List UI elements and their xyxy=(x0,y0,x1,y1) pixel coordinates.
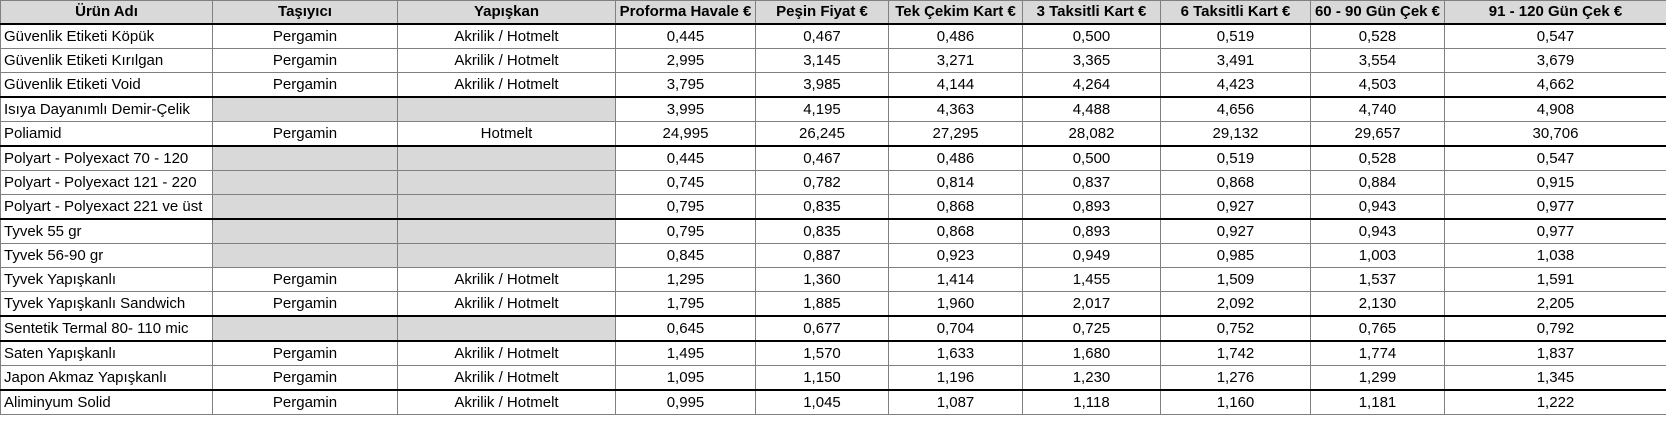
price-cell[interactable]: 1,537 xyxy=(1311,268,1445,292)
price-cell[interactable]: 1,495 xyxy=(616,341,756,366)
price-cell[interactable]: 0,486 xyxy=(889,24,1023,49)
price-cell[interactable]: 26,245 xyxy=(756,122,889,147)
carrier-cell[interactable] xyxy=(213,316,398,341)
adhesive-cell[interactable] xyxy=(398,146,616,171)
price-cell[interactable]: 3,145 xyxy=(756,49,889,73)
carrier-cell[interactable]: Pergamin xyxy=(213,366,398,391)
price-cell[interactable]: 4,503 xyxy=(1311,73,1445,98)
adhesive-cell[interactable] xyxy=(398,195,616,220)
header-cash-price[interactable]: Peşin Fiyat € xyxy=(756,1,889,25)
header-6-installment-card[interactable]: 6 Taksitli Kart € xyxy=(1161,1,1311,25)
price-cell[interactable]: 4,423 xyxy=(1161,73,1311,98)
adhesive-cell[interactable]: Akrilik / Hotmelt xyxy=(398,73,616,98)
price-cell[interactable]: 1,222 xyxy=(1445,390,1666,415)
price-cell[interactable]: 1,960 xyxy=(889,292,1023,317)
carrier-cell[interactable]: Pergamin xyxy=(213,341,398,366)
adhesive-cell[interactable]: Akrilik / Hotmelt xyxy=(398,24,616,49)
carrier-cell[interactable]: Pergamin xyxy=(213,122,398,147)
price-cell[interactable]: 2,130 xyxy=(1311,292,1445,317)
header-product-name[interactable]: Ürün Adı xyxy=(1,1,213,25)
carrier-cell[interactable] xyxy=(213,146,398,171)
table-row xyxy=(1,73,1666,98)
product-name-cell[interactable]: Tyvek 55 gr xyxy=(1,219,213,244)
price-cell[interactable]: 4,195 xyxy=(756,97,889,122)
price-cell[interactable]: 1,455 xyxy=(1023,268,1161,292)
product-name-cell[interactable]: Isıya Dayanımlı Demir-Çelik xyxy=(1,97,213,122)
table-row xyxy=(1,316,1666,341)
price-cell[interactable]: 4,363 xyxy=(889,97,1023,122)
price-cell[interactable]: 1,360 xyxy=(756,268,889,292)
price-cell[interactable]: 2,205 xyxy=(1445,292,1666,317)
price-cell[interactable]: 0,467 xyxy=(756,146,889,171)
price-cell[interactable]: 0,868 xyxy=(889,219,1023,244)
price-cell[interactable]: 3,795 xyxy=(616,73,756,98)
table-row xyxy=(1,390,1666,415)
price-cell[interactable]: 27,295 xyxy=(889,122,1023,147)
header-single-card[interactable]: Tek Çekim Kart € xyxy=(889,1,1023,25)
adhesive-cell[interactable] xyxy=(398,97,616,122)
price-cell[interactable]: 4,662 xyxy=(1445,73,1666,98)
price-cell[interactable]: 1,837 xyxy=(1445,341,1666,366)
price-cell[interactable]: 1,150 xyxy=(756,366,889,391)
adhesive-cell[interactable]: Akrilik / Hotmelt xyxy=(398,268,616,292)
table-row xyxy=(1,97,1666,122)
carrier-cell[interactable]: Pergamin xyxy=(213,73,398,98)
price-rows xyxy=(1,24,1666,415)
price-cell[interactable]: 0,893 xyxy=(1023,195,1161,220)
price-cell[interactable]: 1,295 xyxy=(616,268,756,292)
price-cell[interactable]: 1,087 xyxy=(889,390,1023,415)
price-cell[interactable]: 1,003 xyxy=(1311,244,1445,268)
price-cell[interactable]: 0,977 xyxy=(1445,219,1666,244)
carrier-cell[interactable] xyxy=(213,97,398,122)
price-cell[interactable]: 1,795 xyxy=(616,292,756,317)
price-cell[interactable]: 4,656 xyxy=(1161,97,1311,122)
price-cell[interactable]: 1,742 xyxy=(1161,341,1311,366)
product-name-cell[interactable]: Güvenlik Etiketi Köpük xyxy=(1,24,213,49)
price-cell[interactable]: 0,893 xyxy=(1023,219,1161,244)
carrier-cell[interactable]: Pergamin xyxy=(213,268,398,292)
carrier-cell[interactable] xyxy=(213,219,398,244)
adhesive-cell[interactable] xyxy=(398,244,616,268)
price-cell[interactable]: 0,500 xyxy=(1023,146,1161,171)
price-cell[interactable]: 4,264 xyxy=(1023,73,1161,98)
price-cell[interactable]: 0,943 xyxy=(1311,219,1445,244)
price-cell[interactable]: 1,680 xyxy=(1023,341,1161,366)
table-row xyxy=(1,366,1666,391)
price-cell[interactable]: 1,276 xyxy=(1161,366,1311,391)
price-cell[interactable]: 1,118 xyxy=(1023,390,1161,415)
product-name-cell[interactable]: Saten Yapışkanlı xyxy=(1,341,213,366)
header-carrier[interactable]: Taşıyıcı xyxy=(213,1,398,25)
price-cell[interactable]: 1,299 xyxy=(1311,366,1445,391)
price-cell[interactable]: 0,547 xyxy=(1445,24,1666,49)
carrier-cell[interactable] xyxy=(213,195,398,220)
price-cell[interactable]: 29,132 xyxy=(1161,122,1311,147)
carrier-cell[interactable]: Pergamin xyxy=(213,390,398,415)
price-cell[interactable]: 0,519 xyxy=(1161,24,1311,49)
price-cell[interactable]: 3,554 xyxy=(1311,49,1445,73)
product-name-cell[interactable]: Aliminyum Solid xyxy=(1,390,213,415)
price-cell[interactable]: 3,679 xyxy=(1445,49,1666,73)
table-row xyxy=(1,195,1666,220)
price-cell[interactable]: 0,995 xyxy=(616,390,756,415)
table-row xyxy=(1,219,1666,244)
table-row xyxy=(1,122,1666,147)
price-cell[interactable]: 3,365 xyxy=(1023,49,1161,73)
price-cell[interactable]: 3,985 xyxy=(756,73,889,98)
product-name-cell[interactable]: Polyart - Polyexact 121 - 220 xyxy=(1,171,213,195)
price-cell[interactable]: 0,528 xyxy=(1311,24,1445,49)
header-proforma-transfer[interactable]: Proforma Havale € xyxy=(616,1,756,25)
price-cell[interactable]: 0,467 xyxy=(756,24,889,49)
price-cell[interactable]: 30,706 xyxy=(1445,122,1666,147)
price-cell[interactable]: 1,196 xyxy=(889,366,1023,391)
product-name-cell[interactable]: Polyart - Polyexact 70 - 120 xyxy=(1,146,213,171)
carrier-cell[interactable]: Pergamin xyxy=(213,49,398,73)
price-cell[interactable]: 1,160 xyxy=(1161,390,1311,415)
price-cell[interactable]: 0,985 xyxy=(1161,244,1311,268)
header-3-installment-card[interactable]: 3 Taksitli Kart € xyxy=(1023,1,1161,25)
adhesive-cell[interactable]: Hotmelt xyxy=(398,122,616,147)
price-cell[interactable]: 0,782 xyxy=(756,171,889,195)
price-cell[interactable]: 0,795 xyxy=(616,219,756,244)
price-cell[interactable]: 0,645 xyxy=(616,316,756,341)
table-row xyxy=(1,341,1666,366)
price-cell[interactable]: 3,995 xyxy=(616,97,756,122)
table-row xyxy=(1,49,1666,73)
product-name-cell[interactable]: Tyvek Yapışkanlı Sandwich xyxy=(1,292,213,317)
price-cell[interactable]: 0,835 xyxy=(756,219,889,244)
header-adhesive[interactable]: Yapışkan xyxy=(398,1,616,25)
adhesive-cell[interactable]: Akrilik / Hotmelt xyxy=(398,292,616,317)
product-name-cell[interactable]: Poliamid xyxy=(1,122,213,147)
price-cell[interactable]: 0,765 xyxy=(1311,316,1445,341)
product-name-cell[interactable]: Güvenlik Etiketi Void xyxy=(1,73,213,98)
product-name-cell[interactable]: Tyvek 56-90 gr xyxy=(1,244,213,268)
carrier-cell[interactable] xyxy=(213,244,398,268)
price-cell[interactable]: 1,181 xyxy=(1311,390,1445,415)
price-cell[interactable]: 0,845 xyxy=(616,244,756,268)
header-91-120-day-check[interactable]: 91 - 120 Gün Çek € xyxy=(1445,1,1666,25)
price-cell[interactable]: 0,445 xyxy=(616,24,756,49)
price-cell[interactable]: 0,927 xyxy=(1161,219,1311,244)
price-cell[interactable]: 0,977 xyxy=(1445,195,1666,220)
adhesive-cell[interactable]: Akrilik / Hotmelt xyxy=(398,390,616,415)
price-cell[interactable]: 0,868 xyxy=(889,195,1023,220)
carrier-cell[interactable]: Pergamin xyxy=(213,292,398,317)
price-cell[interactable]: 28,082 xyxy=(1023,122,1161,147)
price-cell[interactable]: 0,943 xyxy=(1311,195,1445,220)
price-cell[interactable]: 0,884 xyxy=(1311,171,1445,195)
product-name-cell[interactable]: Tyvek Yapışkanlı xyxy=(1,268,213,292)
price-cell[interactable]: 0,887 xyxy=(756,244,889,268)
price-cell[interactable]: 0,519 xyxy=(1161,146,1311,171)
price-cell[interactable]: 1,095 xyxy=(616,366,756,391)
adhesive-cell[interactable] xyxy=(398,219,616,244)
adhesive-cell[interactable]: Akrilik / Hotmelt xyxy=(398,49,616,73)
product-name-cell[interactable]: Sentetik Termal 80- 110 mic xyxy=(1,316,213,341)
price-cell[interactable]: 2,017 xyxy=(1023,292,1161,317)
adhesive-cell[interactable] xyxy=(398,316,616,341)
price-cell[interactable]: 0,837 xyxy=(1023,171,1161,195)
price-cell[interactable]: 1,885 xyxy=(756,292,889,317)
price-cell[interactable]: 2,092 xyxy=(1161,292,1311,317)
table-row xyxy=(1,292,1666,317)
price-cell[interactable]: 0,949 xyxy=(1023,244,1161,268)
price-cell[interactable]: 1,414 xyxy=(889,268,1023,292)
price-cell[interactable]: 29,657 xyxy=(1311,122,1445,147)
price-cell[interactable]: 4,488 xyxy=(1023,97,1161,122)
price-cell[interactable]: 0,547 xyxy=(1445,146,1666,171)
table-row xyxy=(1,268,1666,292)
adhesive-cell[interactable] xyxy=(398,171,616,195)
price-cell[interactable]: 0,835 xyxy=(756,195,889,220)
price-cell[interactable]: 1,570 xyxy=(756,341,889,366)
price-cell[interactable]: 0,677 xyxy=(756,316,889,341)
product-name-cell[interactable]: Polyart - Polyexact 221 ve üst xyxy=(1,195,213,220)
price-cell[interactable]: 0,528 xyxy=(1311,146,1445,171)
price-cell[interactable]: 1,230 xyxy=(1023,366,1161,391)
price-cell[interactable]: 2,995 xyxy=(616,49,756,73)
price-cell[interactable]: 1,045 xyxy=(756,390,889,415)
price-cell[interactable]: 0,795 xyxy=(616,195,756,220)
price-cell[interactable]: 1,345 xyxy=(1445,366,1666,391)
price-cell[interactable]: 4,144 xyxy=(889,73,1023,98)
price-cell[interactable]: 0,752 xyxy=(1161,316,1311,341)
carrier-cell[interactable]: Pergamin xyxy=(213,24,398,49)
product-name-cell[interactable]: Japon Akmaz Yapışkanlı xyxy=(1,366,213,391)
adhesive-cell[interactable]: Akrilik / Hotmelt xyxy=(398,366,616,391)
table-row xyxy=(1,171,1666,195)
price-cell[interactable]: 1,509 xyxy=(1161,268,1311,292)
price-cell[interactable]: 1,591 xyxy=(1445,268,1666,292)
header-row xyxy=(1,1,1666,25)
price-cell[interactable]: 0,704 xyxy=(889,316,1023,341)
price-cell[interactable]: 0,923 xyxy=(889,244,1023,268)
table-row xyxy=(1,146,1666,171)
table-row xyxy=(1,24,1666,49)
price-cell[interactable]: 0,927 xyxy=(1161,195,1311,220)
price-cell[interactable]: 0,725 xyxy=(1023,316,1161,341)
carrier-cell[interactable] xyxy=(213,171,398,195)
price-cell[interactable]: 1,774 xyxy=(1311,341,1445,366)
price-cell[interactable]: 3,491 xyxy=(1161,49,1311,73)
price-cell[interactable]: 0,915 xyxy=(1445,171,1666,195)
price-cell[interactable]: 0,814 xyxy=(889,171,1023,195)
price-cell[interactable]: 0,745 xyxy=(616,171,756,195)
price-cell[interactable]: 0,445 xyxy=(616,146,756,171)
price-cell[interactable]: 0,792 xyxy=(1445,316,1666,341)
product-name-cell[interactable]: Güvenlik Etiketi Kırılgan xyxy=(1,49,213,73)
table-row xyxy=(1,244,1666,268)
price-cell[interactable]: 0,868 xyxy=(1161,171,1311,195)
price-cell[interactable]: 3,271 xyxy=(889,49,1023,73)
price-cell[interactable]: 1,633 xyxy=(889,341,1023,366)
header-60-90-day-check[interactable]: 60 - 90 Gün Çek € xyxy=(1311,1,1445,25)
price-cell[interactable]: 24,995 xyxy=(616,122,756,147)
price-cell[interactable]: 4,908 xyxy=(1445,97,1666,122)
price-cell[interactable]: 0,486 xyxy=(889,146,1023,171)
price-cell[interactable]: 0,500 xyxy=(1023,24,1161,49)
price-cell[interactable]: 1,038 xyxy=(1445,244,1666,268)
adhesive-cell[interactable]: Akrilik / Hotmelt xyxy=(398,341,616,366)
price-cell[interactable]: 4,740 xyxy=(1311,97,1445,122)
